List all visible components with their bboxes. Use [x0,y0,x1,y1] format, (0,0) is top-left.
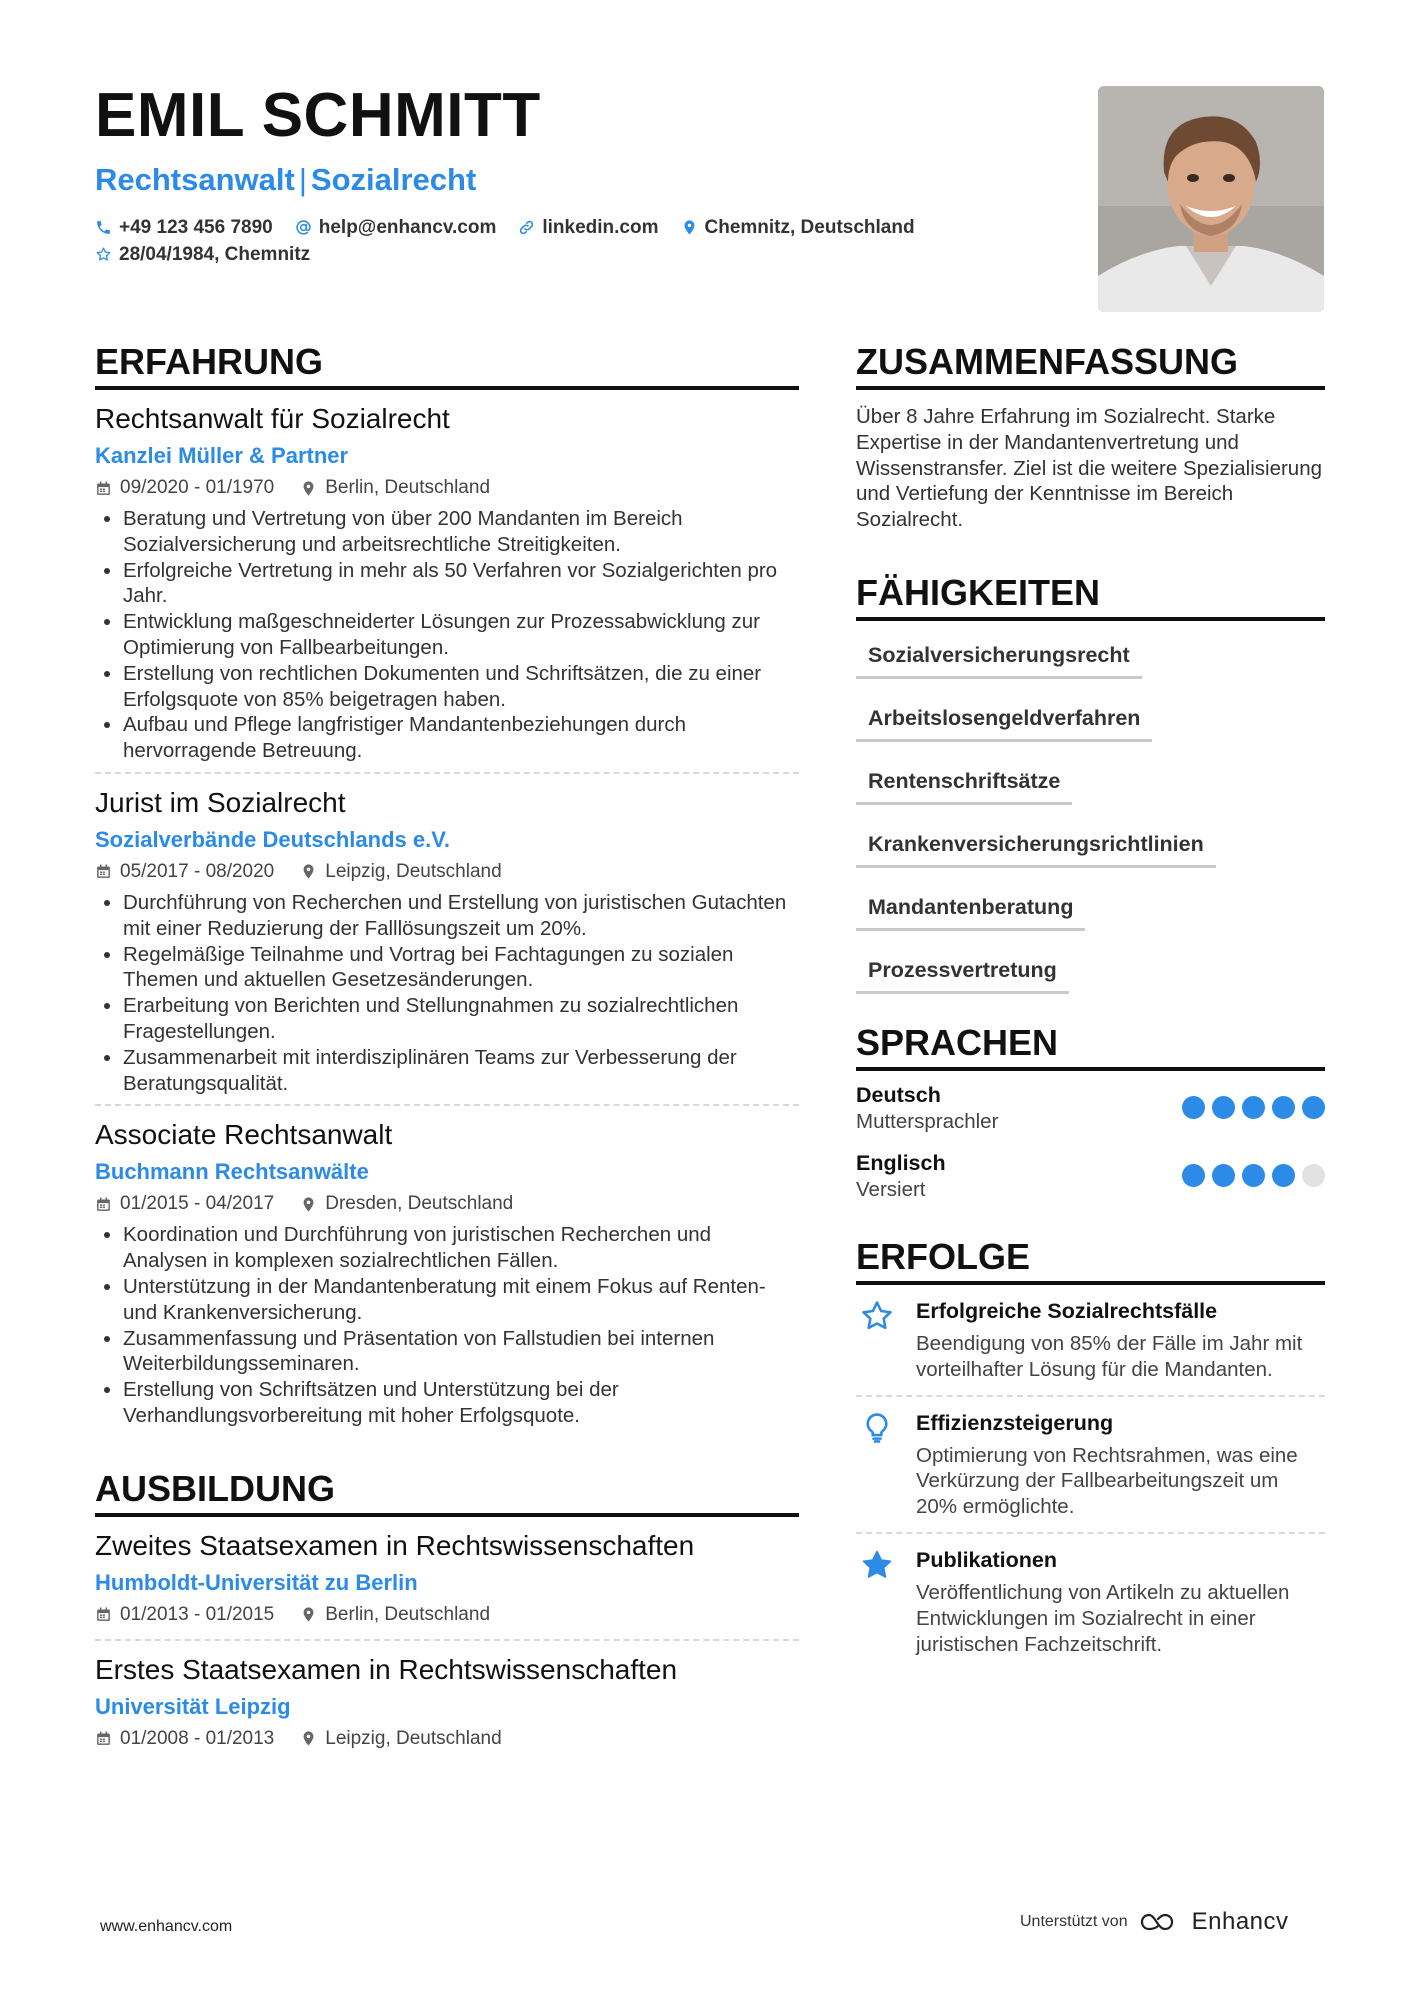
footer-website[interactable]: www.enhancv.com [100,1918,233,1935]
education-entry [95,1517,799,1641]
achievements-list [856,1285,1325,1669]
job-meta [95,474,799,502]
location-pin-icon [300,1196,317,1213]
experience-heading: ERFAHRUNG [95,340,799,390]
bullet-item: • Entwicklung maßgeschneiderter Lösungen zur Prozessabwicklung zur Optimierung von Fallbearbeitungen. [123,609,799,661]
bullet-item: • Erstellung von Schriftsätzen und Unterstützung bei der Verhandlungsvorbereitung mit hoher Erfolgsquote. [123,1377,799,1429]
calendar-icon [95,1196,112,1213]
job-entry [95,1106,799,1436]
bullet-item: • Zusammenfassung und Präsentation von Fallstudien bei internen Weiterbildungsseminaren. [123,1326,799,1378]
language-name: Deutsch [856,1082,941,1107]
location-pin-icon [300,863,317,880]
calendar-icon [95,480,112,497]
job-dates [95,474,274,502]
lightbulb-icon [860,1411,894,1445]
location-text: Leipzig, Deutschland [325,1727,502,1749]
job-dates [95,858,274,886]
job-entry [95,390,799,774]
summary-text: Über 8 Jahre Erfahrung im Sozialrecht. Starke Expertise in der Mandantenvertretung und Wissenstransfer. Ziel ist die weitere Spezialisierung und Vertiefung der Kenntnisse im Bereich Sozialrecht. [856,405,1322,532]
job-meta [95,1190,799,1218]
bullet-item: • Koordination und Durchführung von juristischen Recherchen und Analysen in komplexen sozialrechtlichen Fällen. [123,1222,799,1274]
dates-text: 05/2017 - 08/2020 [120,860,275,882]
achievement-entry [856,1397,1325,1534]
achievement-title: Erfolgreiche Sozialrechtsfälle [916,1298,1218,1323]
bullet-item: • Erstellung von rechtlichen Dokumenten und Schriftsätzen, die zu einer Erfolgsquote von 85% beigetragen haben. [123,661,799,713]
skill-tag: Krankenversicherungsrichtlinien [856,824,1216,868]
footer-brand [1020,1908,1289,1936]
achievement-entry [856,1534,1325,1669]
star-filled-icon [860,1548,894,1582]
job-dates [95,1190,274,1218]
school-name: Humboldt-Universität zu Berlin [95,1569,418,1595]
star-outline-icon [860,1299,894,1333]
rating-dot-empty [1302,1164,1325,1187]
right-column [856,340,1325,1669]
skill-tag: Arbeitslosengeldverfahren [856,698,1152,742]
job-entry [95,774,799,1106]
edu-location [300,1601,490,1629]
calendar-icon [95,863,112,880]
skills-heading: FÄHIGKEITEN [856,571,1325,621]
job-title: Rechtsanwalt für Sozialrecht [95,403,450,434]
candidate-title [95,160,1055,200]
dates-text: 09/2020 - 01/1970 [120,477,275,498]
contact-info [95,214,1055,268]
job-location [300,858,501,886]
edu-location [300,1725,501,1753]
calendar-icon [95,1730,112,1747]
star-outline-icon [95,246,112,263]
skill-tag: Rentenschriftsätze [856,761,1072,805]
achievements-heading: ERFOLGE [856,1235,1325,1285]
edu-dates [95,1601,274,1629]
job-location [300,1190,513,1218]
bullet-item: • Aufbau und Pflege langfristiger Mandantenbeziehungen durch hervorragende Betreuung. [123,712,799,764]
contact-phone[interactable] [95,214,273,241]
job-company: Sozialverbände Deutschlands e.V. [95,826,450,852]
languages-list [856,1075,1325,1211]
location-text: Berlin, Deutschland [325,1603,491,1625]
bullet-item: • Erfolgreiche Vertretung in mehr als 50 Verfahren vor Sozialgerichten pro Jahr. [123,558,799,610]
degree-title: Zweites Staatsexamen in Rechtswissenschaften [95,1529,695,1561]
rating-dot-filled [1272,1096,1295,1119]
rating-dot-filled [1242,1096,1265,1119]
enhancv-logo-icon [1138,1910,1182,1934]
contact-email[interactable] [295,214,497,241]
language-level: Versiert [856,1177,926,1201]
job-company: Kanzlei Müller & Partner [95,443,349,468]
skill-tag: Mandantenberatung [856,887,1085,931]
location-pin-icon [681,219,698,236]
contact-location [681,214,915,241]
job-bullets [95,506,799,764]
achievement-title: Effizienzsteigerung [916,1410,1114,1435]
job-bullets [95,1222,799,1428]
achievement-title: Publikationen [916,1547,1057,1572]
location-text: Leipzig, Deutschland [325,860,502,882]
achievement-desc: Beendigung von 85% der Fälle im Jahr mit vorteilhafter Lösung für die Mandanten. [916,1331,1303,1381]
birth-text: 28/04/1984, Chemnitz [119,244,311,265]
language-rating [1182,1096,1325,1119]
job-bullets [95,890,799,1096]
job-title: Associate Rechtsanwalt [95,1119,393,1151]
location-pin-icon [300,480,317,497]
achievement-entry [856,1285,1325,1397]
dates-text: 01/2015 - 04/2017 [120,1193,275,1215]
job-location [300,474,490,502]
achievement-desc: Veröffentlichung von Artikeln zu aktuellen Entwicklungen im Sozialrecht in einer juristischen Fachzeitschrift. [916,1580,1290,1656]
achievement-desc: Optimierung von Rechtsrahmen, was eine Verkürzung der Fallbearbeitungszeit um 20% ermöglichte. [916,1443,1298,1519]
experience-list [95,390,799,1437]
education-meta [95,1601,799,1629]
summary-heading: ZUSAMMENFASSUNG [856,340,1325,390]
job-meta [95,858,799,886]
linkedin-text: linkedin.com [542,217,659,238]
rating-dot-filled [1182,1164,1205,1187]
powered-by-text: Unterstützt von [1020,1913,1128,1930]
job-title: Jurist im Sozialrecht [95,786,346,818]
degree-title: Erstes Staatsexamen in Rechtswissenschaften [95,1653,678,1685]
school-name: Universität Leipzig [95,1693,291,1719]
calendar-icon [95,1606,112,1623]
phone-text: +49 123 456 7890 [119,217,273,238]
profile-photo [1098,86,1324,312]
skills-list [856,635,1325,1013]
languages-heading: SPRACHEN [856,1021,1325,1071]
location-text: Chemnitz, Deutschland [704,217,915,238]
language-level: Muttersprachler [856,1109,999,1133]
brand-name: Enhancv [1191,1908,1289,1935]
candidate-name: EMIL SCHMITT [95,81,541,150]
title-separator: | [298,162,307,197]
phone-icon [95,219,112,236]
bullet-item: • Durchführung von Recherchen und Erstellung von juristischen Gutachten mit einer Reduzierung der Falllösungszeit um 20%. [123,890,799,942]
contact-birth [95,241,310,268]
link-icon [518,219,535,236]
bullet-item: • Regelmäßige Teilnahme und Vortrag bei Fachtagungen zu sozialen Themen und aktuellen Gesetzesänderungen. [123,942,799,994]
dates-text: 01/2013 - 01/2015 [120,1603,275,1625]
education-heading: AUSBILDUNG [95,1467,799,1517]
job-company: Buchmann Rechtsanwälte [95,1159,369,1185]
bullet-item: • Zusammenarbeit mit interdisziplinären Teams zur Verbesserung der Beratungsqualität. [123,1045,799,1097]
bullet-item: • Erarbeitung von Berichten und Stellungnahmen zu sozialrechtlichen Fragestellungen. [123,993,799,1045]
rating-dot-filled [1212,1096,1235,1119]
education-list [95,1517,799,1763]
language-entry [856,1075,1325,1143]
location-text: Dresden, Deutschland [325,1193,514,1215]
dates-text: 01/2008 - 01/2013 [120,1727,275,1749]
rating-dot-filled [1302,1096,1325,1119]
resume-header [95,80,1055,268]
email-text: help@enhancv.com [318,217,497,238]
education-meta [95,1725,799,1753]
contact-linkedin[interactable] [518,214,658,241]
education-entry [95,1641,799,1763]
location-pin-icon [300,1606,317,1623]
bullet-item: • Unterstützung in der Mandantenberatung mit einem Fokus auf Renten- und Krankenversicherung. [123,1274,799,1326]
left-column [95,340,799,1763]
edu-dates [95,1725,274,1753]
rating-dot-filled [1182,1096,1205,1119]
rating-dot-filled [1212,1164,1235,1187]
location-pin-icon [300,1730,317,1747]
rating-dot-filled [1272,1164,1295,1187]
title-field: Sozialrecht [310,162,477,197]
location-text: Berlin, Deutschland [325,477,491,498]
language-entry [856,1143,1325,1211]
bullet-item: • Beratung und Vertretung von über 200 Mandanten im Bereich Sozialversicherung und arbeitsrechtliche Streitigkeiten. [123,506,799,558]
rating-dot-filled [1242,1164,1265,1187]
avatar-portrait [1098,86,1324,312]
title-role: Rechtsanwalt [95,162,295,197]
language-rating [1182,1164,1325,1187]
skill-tag: Sozialversicherungsrecht [856,635,1142,679]
at-icon [295,219,312,236]
skill-tag: Prozessvertretung [856,950,1069,994]
language-name: Englisch [856,1150,946,1175]
